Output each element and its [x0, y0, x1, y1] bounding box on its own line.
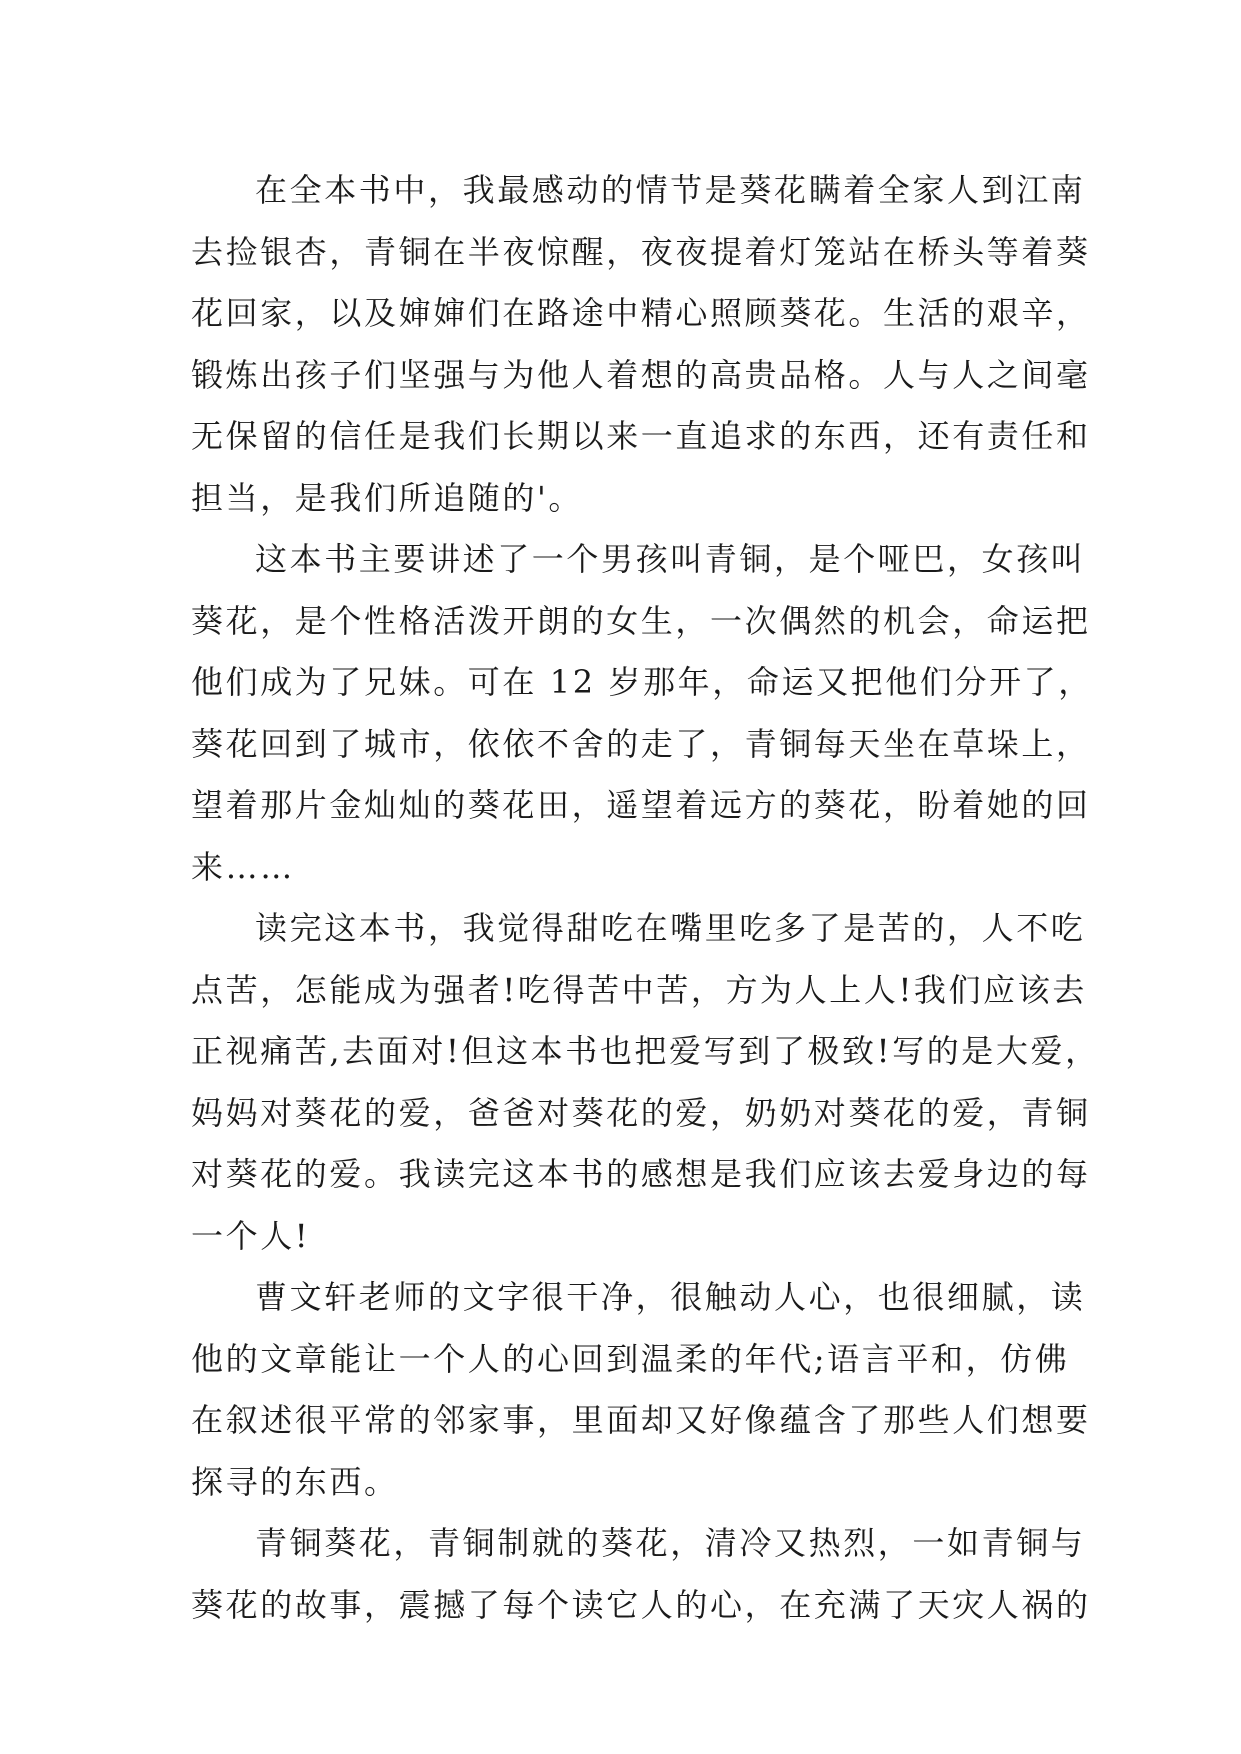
text-line: 妈妈对葵花的爱，爸爸对葵花的爱，奶奶对葵花的爱，青铜 — [191, 1093, 1091, 1132]
text-line: 一个人! — [191, 1216, 311, 1255]
text-line: 锻炼出孩子们坚强与为他人着想的高贵品格。人与人之间毫 — [191, 355, 1091, 394]
text-line: 在全本书中，我最感动的情节是葵花瞒着全家人到江南 — [255, 171, 1086, 209]
text-line: 担当，是我们所追随的'。 — [191, 478, 583, 517]
text-line: 对葵花的爱。我读完这本书的感想是我们应该去爱身边的每 — [191, 1155, 1091, 1193]
text-line: 正视痛苦,去面对!但这本书也把爱写到了极致!写的是大爱， — [191, 1032, 1100, 1070]
text-line: 去捡银杏，青铜在半夜惊醒，夜夜提着灯笼站在桥头等着葵 — [191, 232, 1091, 271]
paragraph — [191, 1267, 1091, 1513]
text-line: 望着那片金灿灿的葵花田，遥望着远方的葵花，盼着她的回 — [191, 786, 1091, 824]
text-line: 花回家，以及婶婶们在路途中精心照顾葵花。生活的艰辛， — [191, 294, 1091, 332]
paragraph — [191, 529, 1093, 898]
paragraph — [191, 898, 1100, 1267]
text-line: 无保留的信任是我们长期以来一直追求的东西，还有责任和 — [191, 417, 1091, 455]
text-line: 葵花，是个性格活泼开朗的女生，一次偶然的机会，命运把 — [191, 601, 1091, 640]
text-line: 读完这本书，我觉得甜吃在嘴里吃多了是苦的，人不吃 — [255, 909, 1086, 947]
text-line: 点苦，怎能成为强者!吃得苦中苦，方为人上人!我们应该去 — [191, 970, 1087, 1009]
document-body — [191, 160, 1100, 1636]
text-line: 这本书主要讲述了一个男孩叫青铜，是个哑巴，女孩叫 — [255, 540, 1086, 578]
paragraph — [191, 1513, 1091, 1636]
text-line: 葵花回到了城市，依依不舍的走了，青铜每天坐在草垛上， — [191, 724, 1091, 763]
text-line: 葵花的故事，震撼了每个读它人的心，在充满了天灾人祸的 — [191, 1585, 1091, 1624]
text-line: 他们成为了兄妹。可在 12 岁那年，命运又把他们分开了， — [191, 663, 1093, 701]
text-line: 他的文章能让一个人的心回到温柔的年代;语言平和，仿佛 — [191, 1339, 1070, 1378]
paragraph — [191, 160, 1091, 529]
text-line: 来…… — [191, 847, 295, 886]
text-line: 探寻的东西。 — [191, 1462, 399, 1501]
text-line: 青铜葵花，青铜制就的葵花，清冷又热烈，一如青铜与 — [255, 1524, 1086, 1562]
text-line: 在叙述很平常的邻家事，里面却又好像蕴含了那些人们想要 — [191, 1401, 1091, 1439]
text-line: 曹文轩老师的文字很干净，很触动人心，也很细腻，读 — [255, 1278, 1086, 1316]
